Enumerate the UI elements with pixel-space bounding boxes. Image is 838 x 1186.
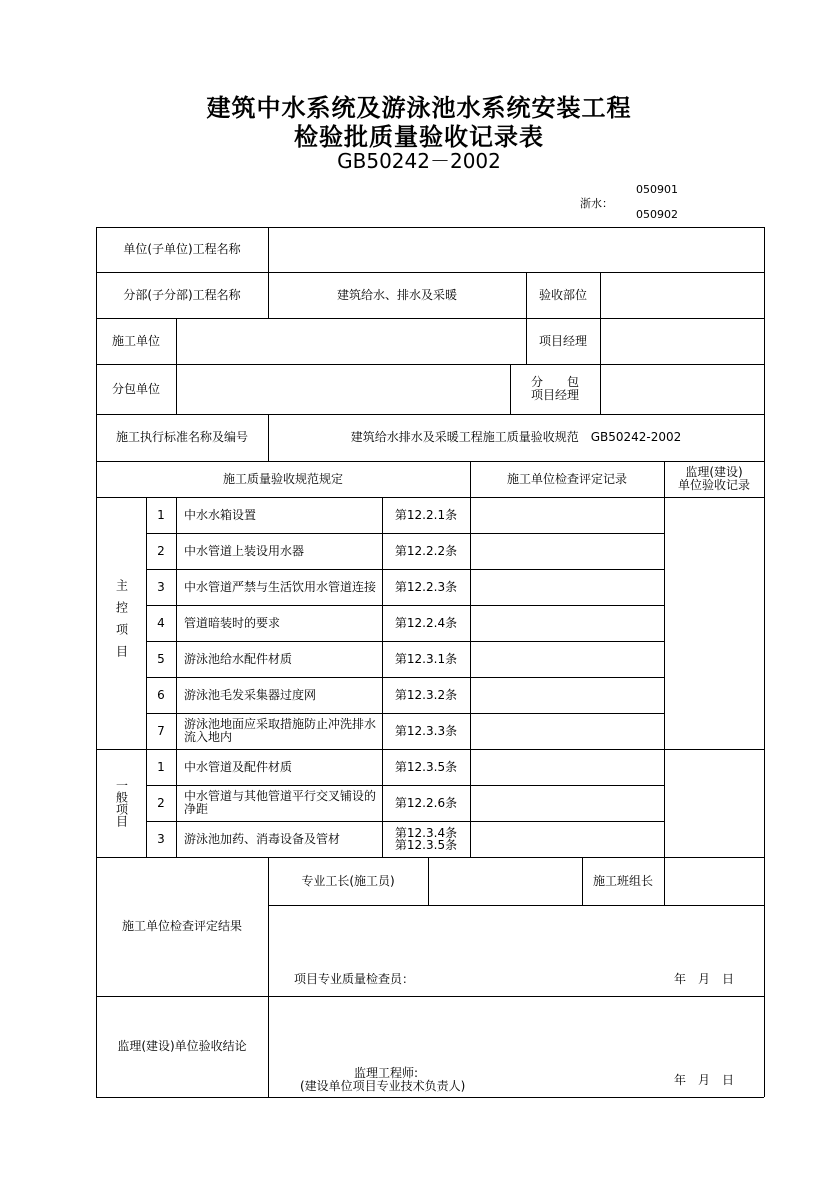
item-name: 游泳池加药、消毒设备及管材 xyxy=(184,831,341,846)
sub-pm-label-line2: 项目经理 xyxy=(530,388,579,402)
form-code-1: 050901 xyxy=(636,183,678,196)
sub-pm-label xyxy=(510,364,600,414)
item-clause: 第12.3.1条 xyxy=(394,651,458,666)
conclusion-date: 年 月 日 xyxy=(674,1073,735,1087)
item-name: 管道暗装时的要求 xyxy=(184,615,281,630)
acceptance-part-field[interactable] xyxy=(600,272,764,318)
form-title-line1: 建筑中水系统及游泳池水系统安装工程 xyxy=(206,94,632,122)
tech-label: (建设单位项目专业技术负责人) xyxy=(300,1079,466,1093)
col-header-supervision xyxy=(664,461,764,497)
main-items-label: 主控项目 xyxy=(114,579,129,667)
item-number: 6 xyxy=(157,687,165,702)
project-manager-label: 项目经理 xyxy=(538,333,587,348)
col-header-spec: 施工质量验收规范规定 xyxy=(222,471,343,486)
standard-value: 建筑给水排水及采暖工程施工质量验收规范 GB50242-2002 xyxy=(350,430,682,444)
result-date: 年 月 日 xyxy=(674,972,735,986)
construction-unit-field[interactable] xyxy=(176,318,526,364)
conclusion-label: 监理(建设)单位验收结论 xyxy=(117,1039,247,1053)
form-code-prefix: 浙水： xyxy=(580,197,613,210)
unit-name-field[interactable] xyxy=(268,227,764,272)
item-name: 中水管道上装设用水器 xyxy=(184,543,305,558)
general-items-label: 一般项目 xyxy=(114,779,129,827)
item-name: 中水管道与其他管道平行交叉铺设的净距 xyxy=(184,789,377,816)
item-number: 7 xyxy=(157,723,165,738)
item-clause: 第12.2.2条 xyxy=(394,543,458,558)
item-name: 游泳池给水配件材质 xyxy=(184,651,293,666)
subcontract-unit-label: 分包单位 xyxy=(111,381,160,396)
item-clause: 第12.3.3条 xyxy=(394,723,458,738)
main-items-section-label xyxy=(96,497,146,749)
item-clause: 第12.3.5条 xyxy=(394,759,458,774)
item-name: 游泳池地面应采取措施防止冲洗排水流入地内 xyxy=(184,717,377,744)
standard-label: 施工执行标准名称及编号 xyxy=(115,430,248,444)
item-record-field[interactable] xyxy=(470,713,664,749)
item-record-field[interactable] xyxy=(470,641,664,677)
form-standard-code: GB50242－2002 xyxy=(337,149,501,173)
item-clause: 第12.2.4条 xyxy=(394,615,458,630)
item-name: 中水管道及配件材质 xyxy=(184,759,293,774)
acceptance-part-label: 验收部位 xyxy=(538,287,587,302)
item-record-field[interactable] xyxy=(470,749,664,785)
item-clause: 第12.2.1条 xyxy=(394,507,458,522)
col-header-record: 施工单位检查评定记录 xyxy=(506,471,627,486)
item-clause: 第12.3.4条 第12.3.5条 xyxy=(394,826,458,852)
item-number: 4 xyxy=(157,615,165,630)
item-name: 中水管道严禁与生活饮用水管道连接 xyxy=(184,579,377,594)
team-leader-label: 施工班组长 xyxy=(592,873,653,888)
col-header-supervision-line2: 单位验收记录 xyxy=(677,478,750,492)
item-number: 2 xyxy=(157,795,165,810)
construction-unit-label: 施工单位 xyxy=(111,333,160,348)
sub-name-field[interactable]: 建筑给水、排水及采暖 xyxy=(336,287,457,302)
col-header-supervision-line1: 监理(建设) xyxy=(685,465,743,479)
sub-pm-label-line1: 分 包 xyxy=(530,375,579,389)
item-number: 3 xyxy=(157,831,165,846)
engineer-label: 监理工程师: xyxy=(354,1066,419,1080)
item-clause: 第12.2.3条 xyxy=(394,579,458,594)
item-number: 5 xyxy=(157,651,165,666)
sub-pm-field[interactable] xyxy=(600,364,764,414)
item-number: 2 xyxy=(157,543,165,558)
result-label: 施工单位检查评定结果 xyxy=(121,919,242,933)
main-supervision-field[interactable] xyxy=(664,497,764,749)
item-record-field[interactable] xyxy=(470,605,664,641)
item-record-field[interactable] xyxy=(470,821,664,857)
item-name: 游泳池毛发采集器过度网 xyxy=(184,687,317,702)
inspector-label: 项目专业质量检查员： xyxy=(294,972,415,986)
item-number: 1 xyxy=(157,759,165,774)
general-items-section-label xyxy=(96,749,146,857)
item-record-field[interactable] xyxy=(470,497,664,533)
foreman-field[interactable] xyxy=(428,857,582,905)
project-manager-field[interactable] xyxy=(600,318,764,364)
item-name: 中水水箱设置 xyxy=(184,507,257,522)
form-title-line2: 检验批质量验收记录表 xyxy=(294,123,544,151)
item-number: 3 xyxy=(157,579,165,594)
item-number: 1 xyxy=(157,507,165,522)
sub-name-label: 分部(子分部)工程名称 xyxy=(123,287,241,302)
foreman-label: 专业工长(施工员) xyxy=(301,873,395,888)
form-code-2: 050902 xyxy=(636,208,678,221)
item-clause: 第12.2.6条 xyxy=(394,795,458,810)
item-clause: 第12.3.2条 xyxy=(394,687,458,702)
general-supervision-field[interactable] xyxy=(664,749,764,857)
subcontract-unit-field[interactable] xyxy=(176,364,510,414)
item-record-field[interactable] xyxy=(470,533,664,569)
team-leader-field[interactable] xyxy=(664,857,764,905)
item-record-field[interactable] xyxy=(470,569,664,605)
unit-name-label: 单位(子单位)工程名称 xyxy=(123,242,241,256)
item-record-field[interactable] xyxy=(470,677,664,713)
item-record-field[interactable] xyxy=(470,785,664,821)
